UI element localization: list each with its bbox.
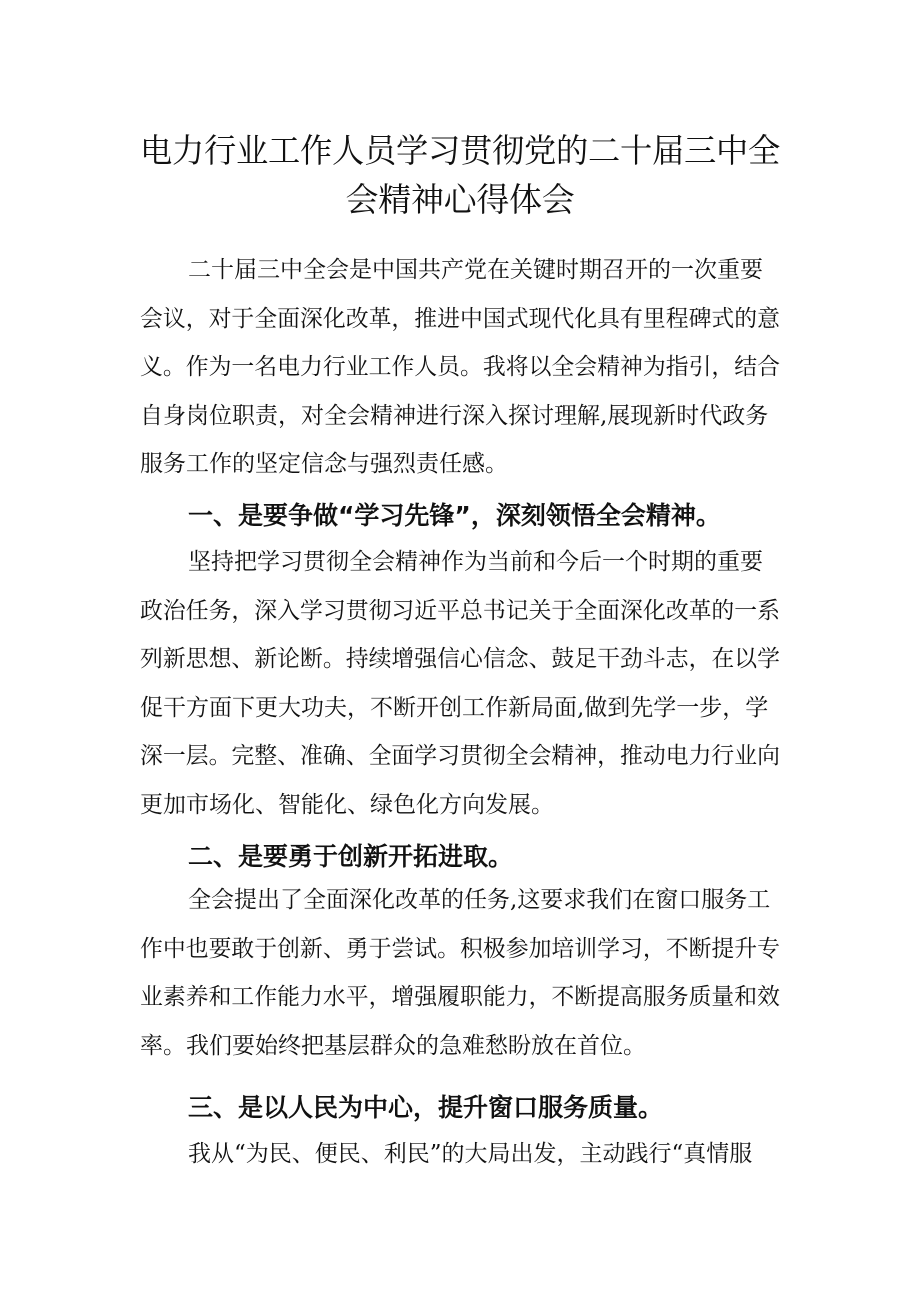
paragraph-line: 二十届三中全会是中国共产党在关键时期召开的一次重要 <box>188 257 763 283</box>
title-line-2: 会精神心得体会 <box>345 180 575 219</box>
document-title <box>140 126 780 224</box>
section-3-paragraph <box>140 1130 780 1179</box>
paragraph-line: 政治任务，深入学习贯彻习近平总书记关于全面深化改革的一系 <box>140 597 780 624</box>
paragraph-line: 会议，对于全面深化改革，推进中国式现代化具有里程碑式的意 <box>140 305 780 332</box>
section-2-paragraph <box>140 876 780 1070</box>
paragraph-line: 促干方面下更大功夫，不断开创工作新局面,做到先学一步，学 <box>140 694 769 721</box>
paragraph-line: 列新思想、新论断。持续增强信心信念、鼓足干劲斗志，在以学 <box>140 646 780 672</box>
section-1-paragraph <box>140 538 780 829</box>
intro-paragraph <box>140 246 780 489</box>
paragraph-line: 业素养和工作能力水平，增强履职能力，不断提高服务质量和效 <box>140 984 780 1010</box>
paragraph-line: 率。我们要始终把基层群众的急难愁盼放在首位。 <box>140 1032 646 1059</box>
paragraph-line: 我从“为民、便民、利民”的大局出发，主动践行“真情服 <box>188 1141 753 1167</box>
paragraph-line: 义。作为一名电力行业工作人员。我将以全会精神为指引，结合 <box>140 354 780 380</box>
paragraph-line: 自身岗位职责，对全会精神进行深入探讨理解,展现新时代政务 <box>140 402 769 429</box>
title-line-1: 电力行业工作人员学习贯彻党的二十届三中全 <box>140 131 780 170</box>
paragraph-line: 作中也要敢于创新、勇于尝试。积极参加培训学习，不断提升专 <box>140 935 780 962</box>
section-2-heading: 二、是要勇于创新开拓进取。 <box>188 842 514 871</box>
paragraph-line: 更加市场化、智能化、绿色化方向发展。 <box>140 791 554 818</box>
section-1-heading: 一、是要争做“学习先锋”，深刻领悟全会精神。 <box>188 501 721 530</box>
section-3-heading: 三、是以人民为中心，提升窗口服务质量。 <box>188 1093 664 1122</box>
paragraph-line: 坚持把学习贯彻全会精神作为当前和今后一个时期的重要 <box>188 549 763 575</box>
paragraph-line: 深一层。完整、准确、全面学习贯彻全会精神，推动电力行业向 <box>140 743 780 769</box>
paragraph-line: 服务工作的坚定信念与强烈责任感。 <box>140 451 508 477</box>
paragraph-line: 全会提出了全面深化改革的任务,这要求我们在窗口服务工 <box>188 887 771 913</box>
